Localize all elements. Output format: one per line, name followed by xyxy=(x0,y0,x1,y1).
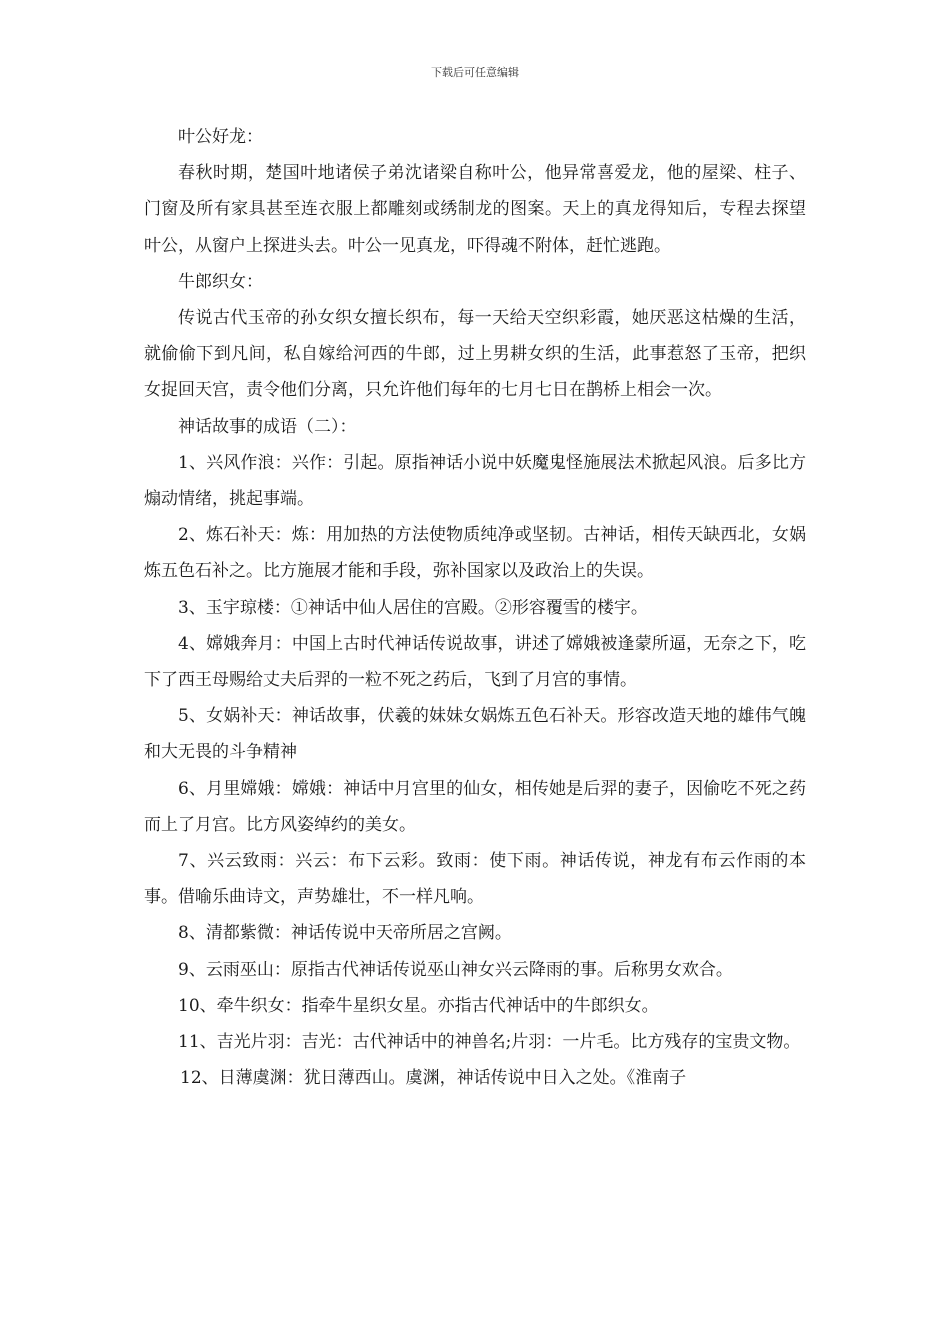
idiom-item-8: 8、清都紫微：神话传说中天帝所居之宫阙。 xyxy=(178,923,512,944)
paragraph-ye-gong-story: 春秋时期，楚国叶地诸侯子弟沈诸梁自称叶公，他异常喜爱龙，他的屋梁、柱子、门窗及所有家具甚至连衣服上都雕刻或绣制龙的图案。天上的真龙得知后，专程去探望叶公，从窗户上探进头去。叶公一见真龙，吓得魂不附体，赶忙逃跑。 xyxy=(144,163,806,256)
idiom-item-7: 7、兴云致雨：兴云：布下云彩。致雨：使下雨。神话传说，神龙有布云作雨的本事。借喻乐曲诗文，声势雄壮，不一样凡响。 xyxy=(144,851,806,908)
document-body xyxy=(144,119,806,1096)
page-header: 下载后可任意编辑 xyxy=(431,66,519,79)
idiom-item-11: 11、吉光片羽：吉光：古代神话中的神兽名;片羽：一片毛。比方残存的宝贵文物。 xyxy=(178,1032,801,1053)
idiom-item-2: 2、炼石补天：炼：用加热的方法使物质纯净或坚韧。古神话，相传天缺西北，女娲炼五色石补之。比方施展才能和手段，弥补国家以及政治上的失误。 xyxy=(144,525,806,582)
paragraph-niu-lang-story: 传说古代玉帝的孙女织女擅长织布，每一天给天空织彩霞，她厌恶这枯燥的生活，就偷偷下到凡间，私自嫁给河西的牛郎，过上男耕女织的生活，此事惹怒了玉帝，把织女捉回天宫，责令他们分离，只允许他们每年的七月七日在鹊桥上相会一次。 xyxy=(144,308,806,401)
idiom-item-3: 3、玉宇琼楼：①神话中仙人居住的宫殿。②形容覆雪的楼宇。 xyxy=(178,597,648,618)
section-title-idioms-2: 神话故事的成语（二）： xyxy=(178,416,357,437)
section-title-ye-gong: 叶公好龙： xyxy=(178,127,263,147)
idiom-item-12: 12、日薄虞渊：犹日薄西山。虞渊，神话传说中日入之处。《淮南子 xyxy=(180,1068,687,1089)
idiom-item-4: 4、嫦娥奔月：中国上古时代神话传说故事，讲述了嫦娥被逢蒙所逼，无奈之下，吃下了西王母赐给丈夫后羿的一粒不死之药后，飞到了月宫的事情。 xyxy=(144,633,806,691)
idiom-item-6: 6、月里嫦娥：嫦娥：神话中月宫里的仙女，相传她是后羿的妻子，因偷吃不死之药而上了月宫。比方风姿绰约的美女。 xyxy=(144,778,806,835)
idiom-item-1: 1、兴风作浪：兴作：引起。原指神话小说中妖魔鬼怪施展法术掀起风浪。后多比方煽动情绪，挑起事端。 xyxy=(144,452,806,510)
idiom-item-10: 10、牵牛织女：指牵牛星织女星。亦指古代神话中的牛郎织女。 xyxy=(178,995,659,1016)
idiom-item-5: 5、女娲补天：神话故事，伏羲的妹妹女娲炼五色石补天。形容改造天地的雄伟气魄和大无畏的斗争精神 xyxy=(144,706,806,763)
idiom-item-9: 9、云雨巫山：原指古代神话传说巫山神女兴云降雨的事。后称男女欢合。 xyxy=(178,959,733,980)
section-title-niu-lang: 牛郎织女： xyxy=(178,271,263,292)
